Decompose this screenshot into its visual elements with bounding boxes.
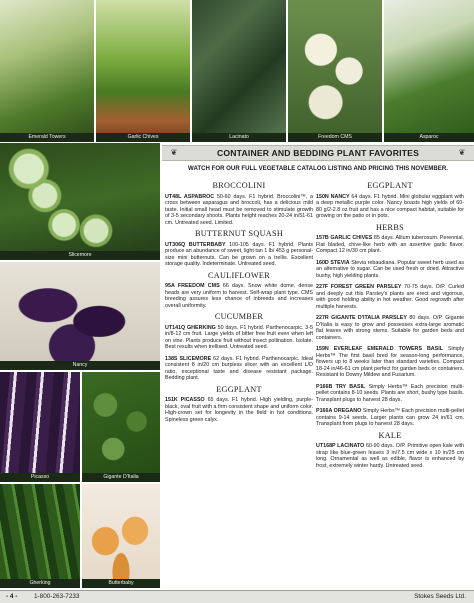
- section-title: KALE: [378, 430, 402, 440]
- page-subtitle: WATCH FOR OUR FULL VEGETABLE CATALOG LISTING AND PRICING THIS NOVEMBER.: [188, 165, 448, 172]
- variety-code: 159N EVERLEAF EMERALD TOWERS BASIL: [316, 346, 443, 352]
- gigante-photo: [82, 372, 160, 482]
- gherking-photo: [0, 484, 80, 588]
- variety-description: Simply Herbs™ Each precision multi-pellet contains 8-10 seeds. Plants are short, bushy type basils. Transplant plugs to harvest 28 days.: [316, 383, 464, 403]
- page-title: CONTAINER AND BEDDING PLANT FAVORITES: [216, 148, 420, 158]
- section-title: HERBS: [376, 222, 404, 232]
- photo-caption: Freedom CMS: [288, 133, 382, 142]
- asparoc-photo: [384, 0, 474, 142]
- variety-description: 64 days. F1 hybrid. Mini globular eggplant with a deep metallic purple color. Nancy boasts high yields of 60-80 g/2-2.8 oz fruit and has a nice compact habitat, suitable for growing on the patio or in pots.: [316, 193, 465, 219]
- photo-caption: Gherking: [0, 579, 80, 588]
- photo-caption: Slicemore: [0, 251, 160, 260]
- variety-description: 60-90 days. O/P. Primitive open kale with strap like blue-green leaves 3 in/7.5 cm wide x 10 in/25 cm long. Ornamental as well as edible, flavor is enhanced by frost, extremely winter hardy. Untreated seed.: [316, 443, 464, 469]
- photo-caption: Gigante D'Italia: [82, 473, 160, 482]
- section-title: CAULIFLOWER: [208, 270, 270, 280]
- photo-caption: Asparoc: [384, 133, 474, 142]
- variety-description: 65 days. F1 hybrid. High yielding, purple-black, oval fruit with a firm consistent shape and uniform color. High-crown set for longevity in the field in hot conditions. Spineless green calyx.: [165, 397, 313, 423]
- variety-entry: [316, 346, 464, 379]
- variety-description: 70-75 days. O/P. Curled and deeply cut this Parsley's plants are erect and vigorous, with good holding ability in hot weather. Good regrowth after multiple harvests.: [316, 284, 464, 310]
- variety-description: Stevia rebaudiana. Popular sweet herb used as an alternative to sugar. Can be used fresh or dried. Attractive bushy, high yielding plants.: [316, 259, 465, 279]
- left-text-column: [165, 178, 313, 428]
- variety-code: 157B GARLIC CHIVES: [316, 235, 373, 241]
- variety-code: 227R GIGANTE D'ITALIA PARSLEY: [316, 315, 407, 321]
- emerald-towers-photo: [0, 0, 94, 142]
- freedom-cms-photo: [288, 0, 382, 142]
- ornament-icon: ❦: [170, 148, 178, 157]
- variety-code: UT306Q BUTTERBABY: [165, 241, 226, 248]
- butterbaby-photo: [82, 484, 160, 588]
- variety-code: UT48L ASPABROC: [165, 193, 215, 200]
- variety-entry: [316, 384, 464, 404]
- variety-code: 138S SLICEMORE: [165, 355, 212, 362]
- section-title: CUCUMBER: [214, 312, 264, 321]
- variety-description: 62 days. F1 hybrid. Parthenocarpic. Ideal consistent 8 in/20 cm burpless slicer with an excellent L/D ratio, exceptional taste and disease resistant package. Bedding plant.: [165, 355, 313, 381]
- section-title: EGGPLANT: [216, 384, 262, 394]
- variety-entry: [165, 397, 313, 423]
- variety-description: Simply Herbs™ Each precision multi-pellet contains 9-14 seeds. Larger plants can grow 24 in/61 cm. Transplant from plugs to harvest 28 days.: [316, 408, 464, 427]
- variety-entry: [165, 194, 313, 227]
- variety-code: P166A OREGANO: [316, 408, 362, 414]
- photo-caption: Lacinato: [192, 133, 286, 142]
- variety-code: UT168P LACINATO: [316, 443, 365, 449]
- variety-description: 50 days. F1 hybrid. Parthenocarpic. 3-5 in/8-12 cm fruit. Large yields of bitter free fruit even when left on vine. Plants produce fruit without insect pollination. Isolate. Best results when trellised. Untreated seed.: [165, 324, 313, 350]
- photo-caption: Butterbaby: [82, 579, 160, 588]
- variety-entry: [165, 242, 313, 268]
- variety-description: 80 days. O/P. Gigante D'Italia is easy to grow and possesses extra-large aromatic flat leaves with strong stems. Suitable for garden beds and containers.: [316, 315, 464, 341]
- variety-entry: [316, 235, 464, 255]
- variety-entry: [316, 408, 464, 428]
- variety-description: 100-105 days. F1 hybrid. Plants produce an abundance of sweet, light tan 1 lb/ 453 g personal-size mini butternuts. Can be grown on a trellis. Excellent storage quality. Indeterminate. Untreated seed.: [165, 241, 313, 267]
- variety-code: 151K PICASSO: [165, 397, 205, 403]
- variety-entry: [165, 356, 313, 382]
- ornament-icon: ❦: [458, 148, 466, 157]
- lacinato-photo: [192, 0, 286, 142]
- variety-entry: [165, 283, 313, 309]
- variety-description: 66 days. Snow white dome, dense heads are very uniform to harvest. Self-wrap plant type. CMS breeding assures less chance of inbreeds and increases overall uniformity.: [165, 283, 313, 309]
- photo-caption: Emerald Towers: [0, 133, 94, 142]
- slicemore-photo: [0, 143, 160, 260]
- variety-description: Simply Herbs™ The first basil bred for season-long performance, flowers up to 8 weeks later than standard varieties. Compact 18-24 in/46-61 cm plant perfect for garden beds or containers. Resistant to Downy Mildew and Fusarium.: [316, 346, 464, 378]
- nancy-photo: [0, 262, 160, 370]
- variety-entry: [316, 443, 464, 469]
- phone-number: 1-800-263-7233: [34, 593, 80, 600]
- variety-code: 95A FREEDOM CMS: [165, 283, 220, 289]
- right-text-column: [316, 178, 464, 474]
- section-title: BROCCOLINI: [212, 181, 266, 190]
- page-footer: [0, 590, 474, 603]
- variety-entry: [316, 284, 464, 310]
- photo-caption: Picasso: [0, 473, 80, 482]
- picasso-photo: [0, 372, 80, 482]
- variety-code: P166B TRY BASIL: [316, 383, 366, 390]
- variety-entry: [316, 260, 464, 280]
- variety-code: 150N NANCY: [316, 193, 350, 200]
- page-number: - 4 -: [6, 593, 18, 600]
- garlic-chives-photo: [96, 0, 190, 142]
- top-photo-strip: [0, 0, 474, 142]
- variety-code: 227F FOREST GREEN PARSLEY: [316, 284, 402, 290]
- variety-description: 85 days. Allium tuberosum. Perennial. Flat bladed, chive-like herb with an assertive garlic flavor. Compact 12 in/30 cm plant.: [316, 235, 464, 254]
- photo-caption: Garlic Chives: [96, 133, 190, 142]
- section-title: EGGPLANT: [367, 181, 413, 190]
- variety-entry: [165, 325, 313, 351]
- variety-entry: [316, 194, 464, 220]
- variety-entry: [316, 315, 464, 341]
- section-title: BUTTERNUT SQUASH: [194, 229, 284, 238]
- section-banner: [162, 145, 474, 161]
- variety-code: 160D STEVIA: [316, 259, 350, 266]
- variety-description: 50-60 days. F1 hybrid. Broccolini™, a cross between asparagus and broccoli, has a delicious mild taste. Initial small head must be removed to stimulate growth of 3-5 secondary shoots. Plants height reaches 20-24 in/51-61 cm. Untreated seed. Limited.: [165, 193, 313, 226]
- variety-code: UT141Q GHERKING: [165, 324, 216, 331]
- company-name: Stokes Seeds Ltd.: [414, 593, 466, 600]
- photo-caption: Nancy: [0, 361, 160, 370]
